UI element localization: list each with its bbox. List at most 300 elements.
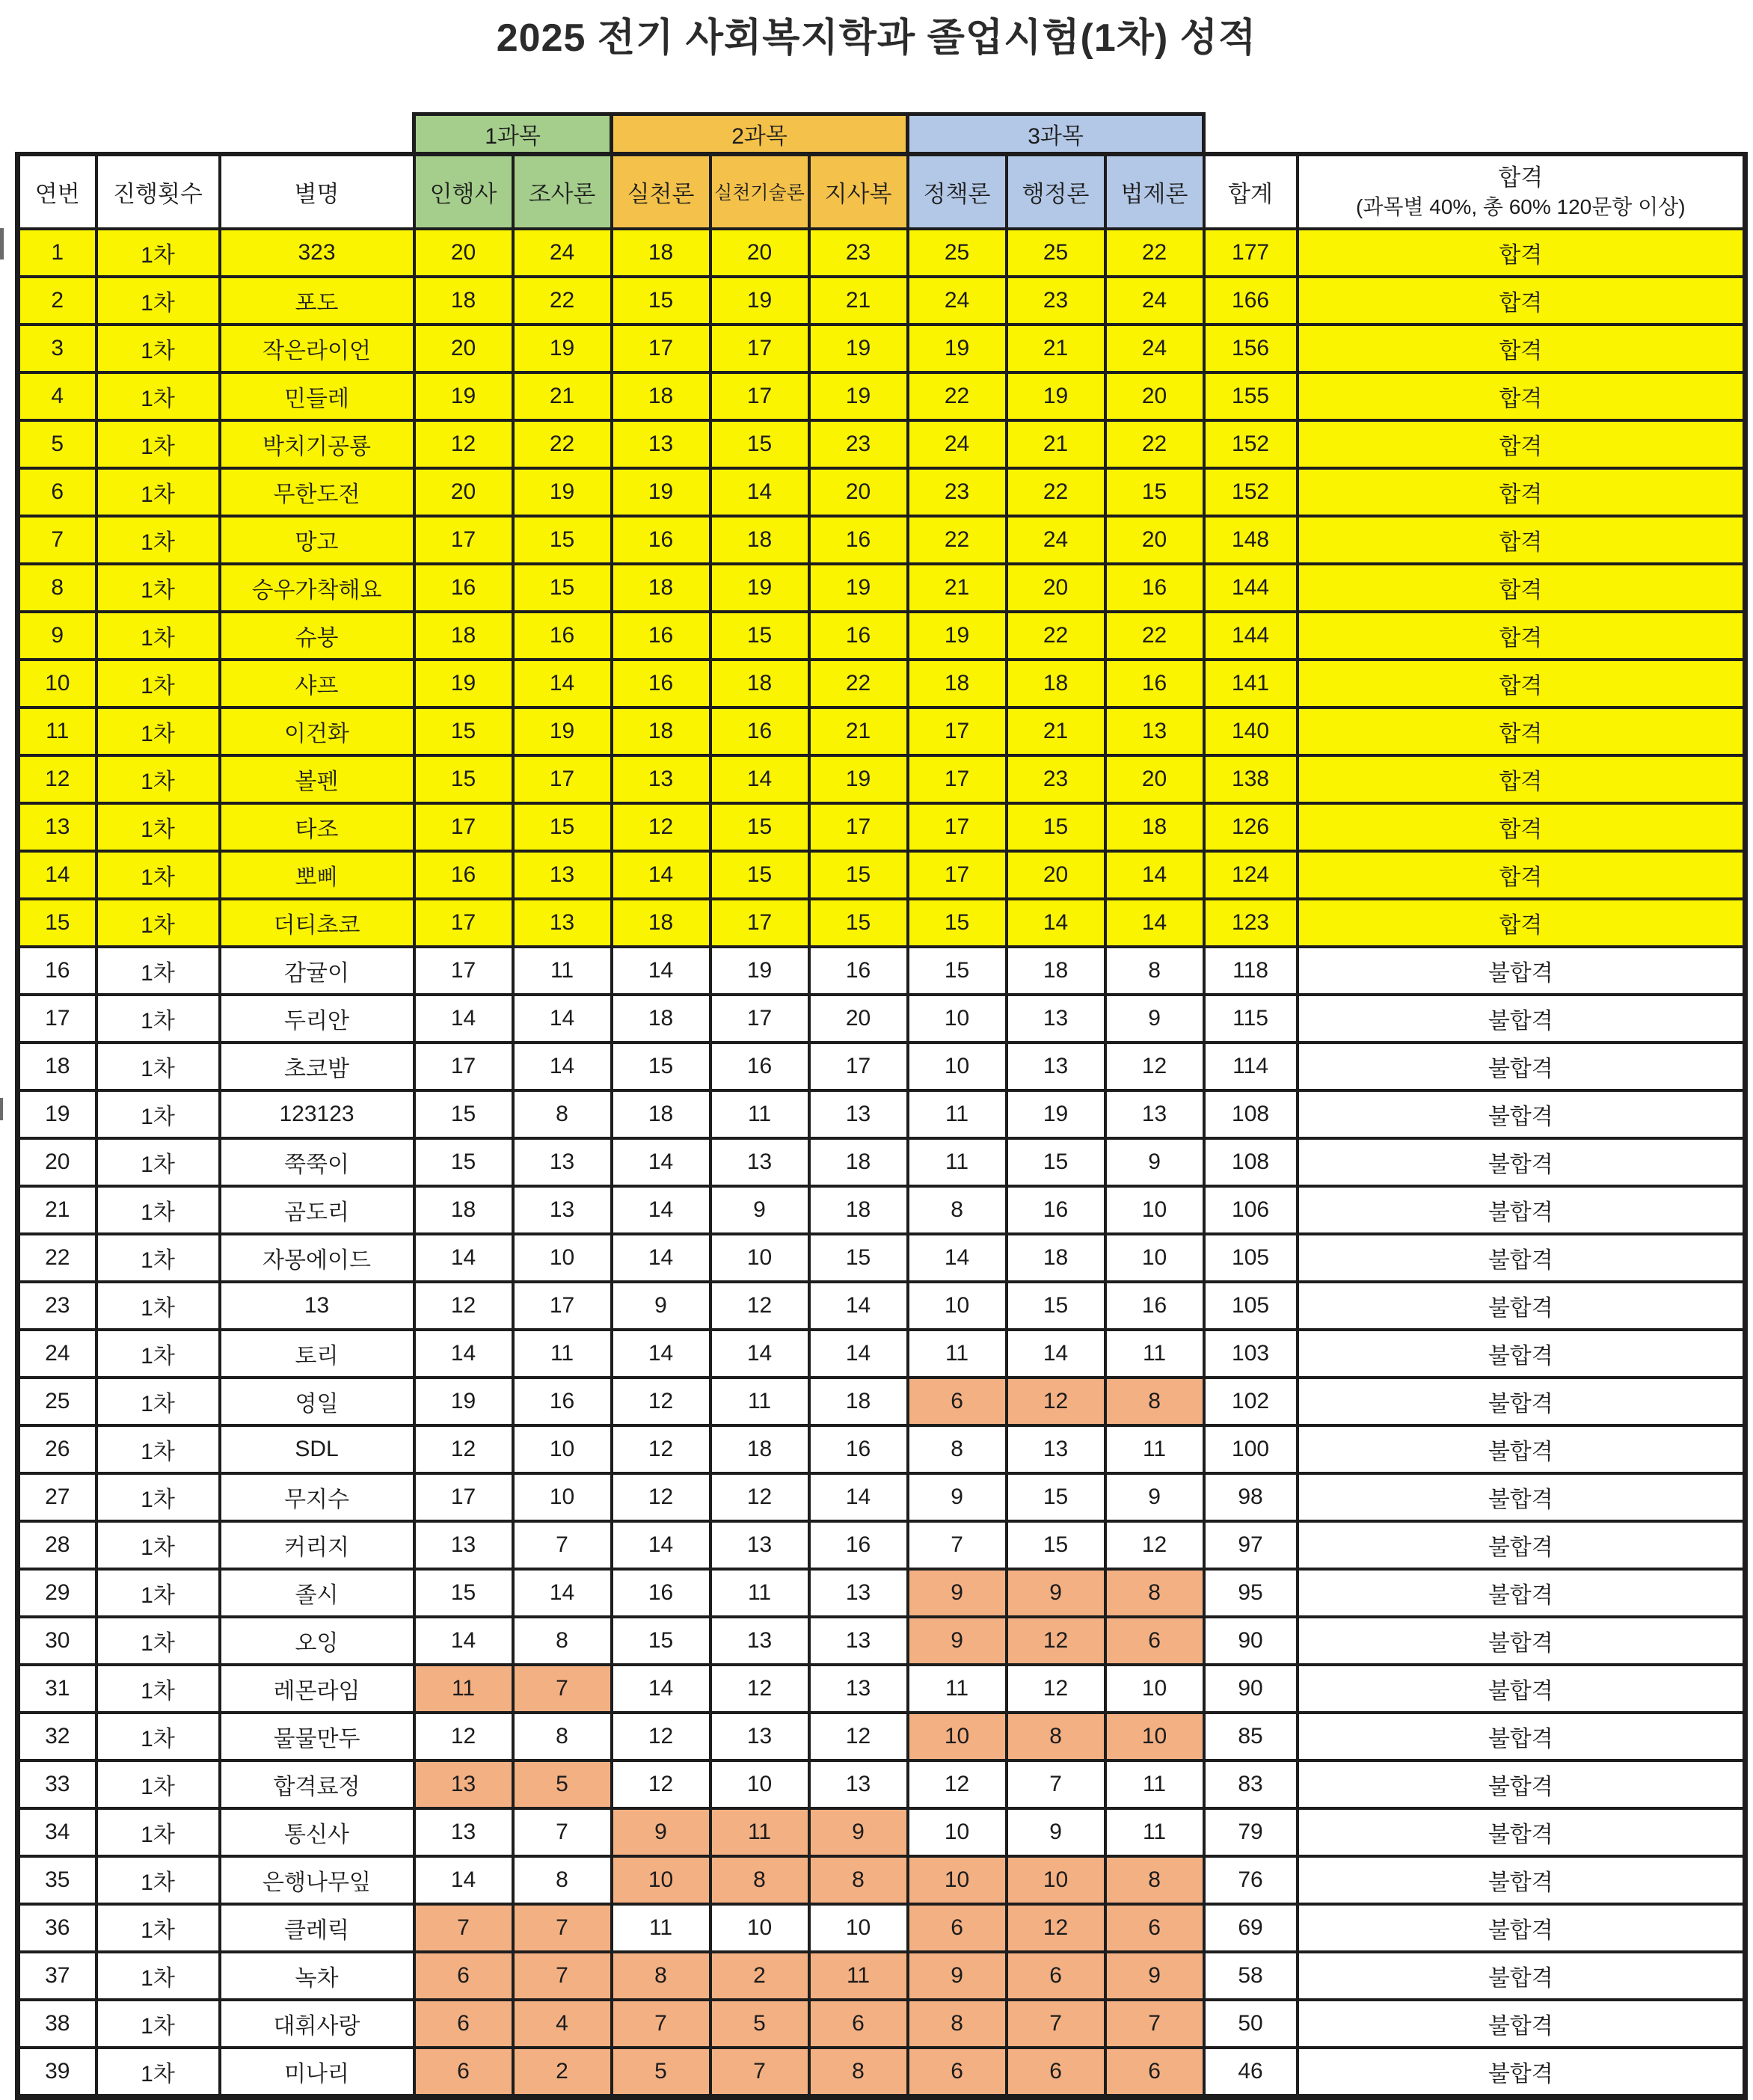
nickname-cell: 미나리 <box>220 2048 414 2097</box>
score-cell: 18 <box>710 516 809 564</box>
total-cell: 98 <box>1204 1473 1298 1521</box>
table-row <box>18 372 1746 420</box>
serial-cell: 8 <box>18 564 96 612</box>
score-cell: 6 <box>1007 1952 1105 2000</box>
result-cell: 불합격 <box>1298 1043 1746 1090</box>
nickname-cell: 합격료정 <box>220 1760 414 1808</box>
score-cell: 17 <box>809 1043 908 1090</box>
table-row <box>18 1665 1746 1713</box>
score-cell: 18 <box>1007 1234 1105 1282</box>
score-cell: 17 <box>710 325 809 372</box>
attempt-cell: 1차 <box>96 947 220 995</box>
attempt-cell: 1차 <box>96 1856 220 1904</box>
table-row <box>18 1713 1746 1760</box>
score-cell: 6 <box>908 2048 1007 2097</box>
score-cell: 16 <box>513 612 612 660</box>
table-row <box>18 1234 1746 1282</box>
serial-cell: 30 <box>18 1617 96 1665</box>
attempt-cell: 1차 <box>96 1569 220 1617</box>
score-cell: 20 <box>809 995 908 1043</box>
score-cell: 7 <box>612 2000 710 2048</box>
score-cell: 17 <box>710 995 809 1043</box>
nickname-cell: 작은라이언 <box>220 325 414 372</box>
nickname-cell: 졸시 <box>220 1569 414 1617</box>
table-row <box>18 1473 1746 1521</box>
nickname-cell: 망고 <box>220 516 414 564</box>
score-cell: 17 <box>414 1473 513 1521</box>
nickname-cell: 샤프 <box>220 660 414 707</box>
score-cell: 16 <box>513 1378 612 1425</box>
serial-cell: 34 <box>18 1808 96 1856</box>
table-row <box>18 1856 1746 1904</box>
attempt-cell: 1차 <box>96 1713 220 1760</box>
score-cell: 16 <box>1105 564 1204 612</box>
score-cell: 20 <box>414 229 513 277</box>
group-spacer <box>1204 114 1746 154</box>
score-cell: 19 <box>908 325 1007 372</box>
score-cell: 10 <box>1007 1856 1105 1904</box>
total-cell: 100 <box>1204 1425 1298 1473</box>
result-cell: 불합격 <box>1298 1617 1746 1665</box>
score-cell: 19 <box>414 660 513 707</box>
score-cell: 12 <box>1105 1521 1204 1569</box>
score-cell: 12 <box>1007 1378 1105 1425</box>
score-cell: 24 <box>1105 277 1204 325</box>
total-cell: 106 <box>1204 1186 1298 1234</box>
score-cell: 18 <box>414 612 513 660</box>
table-row <box>18 1569 1746 1617</box>
table-row <box>18 1138 1746 1186</box>
total-cell: 114 <box>1204 1043 1298 1090</box>
score-cell: 23 <box>908 468 1007 516</box>
score-cell: 12 <box>710 1282 809 1330</box>
score-cell: 15 <box>1007 1473 1105 1521</box>
nickname-cell: 323 <box>220 229 414 277</box>
total-cell: 152 <box>1204 420 1298 468</box>
score-cell: 14 <box>414 1234 513 1282</box>
total-cell: 69 <box>1204 1904 1298 1952</box>
total-cell: 118 <box>1204 947 1298 995</box>
score-cell: 14 <box>710 468 809 516</box>
total-cell: 177 <box>1204 229 1298 277</box>
result-cell: 불합격 <box>1298 1904 1746 1952</box>
serial-cell: 7 <box>18 516 96 564</box>
score-cell: 21 <box>1007 420 1105 468</box>
score-cell: 15 <box>414 1569 513 1617</box>
score-cell: 7 <box>513 1952 612 2000</box>
score-cell: 11 <box>612 1904 710 1952</box>
result-header-note: (과목별 40%, 총 60% 120문항 이상) <box>1356 194 1686 218</box>
score-cell: 17 <box>908 803 1007 851</box>
total-cell: 85 <box>1204 1713 1298 1760</box>
score-cell: 18 <box>414 277 513 325</box>
score-cell: 12 <box>414 1713 513 1760</box>
score-cell: 9 <box>1105 1138 1204 1186</box>
total-cell: 144 <box>1204 564 1298 612</box>
score-cell: 16 <box>809 516 908 564</box>
total-cell: 156 <box>1204 325 1298 372</box>
score-cell: 15 <box>612 1617 710 1665</box>
score-cell: 9 <box>908 1473 1007 1521</box>
score-cell: 23 <box>809 420 908 468</box>
score-cell: 9 <box>809 1808 908 1856</box>
attempt-cell: 1차 <box>96 564 220 612</box>
score-cell: 15 <box>1007 1138 1105 1186</box>
score-cell: 8 <box>908 1425 1007 1473</box>
table-row <box>18 1617 1746 1665</box>
attempt-cell: 1차 <box>96 1330 220 1378</box>
score-cell: 11 <box>1105 1425 1204 1473</box>
result-cell: 합격 <box>1298 707 1746 755</box>
score-cell: 24 <box>908 277 1007 325</box>
table-row <box>18 229 1746 277</box>
score-cell: 7 <box>1105 2000 1204 2048</box>
table-row <box>18 277 1746 325</box>
score-cell: 20 <box>1105 755 1204 803</box>
attempt-cell: 1차 <box>96 1808 220 1856</box>
result-cell: 불합격 <box>1298 1808 1746 1856</box>
result-cell: 합격 <box>1298 516 1746 564</box>
score-cell: 13 <box>710 1138 809 1186</box>
nickname-cell: 무한도전 <box>220 468 414 516</box>
column-header: 실천기술론 <box>710 154 809 229</box>
score-cell: 13 <box>513 899 612 947</box>
score-cell: 7 <box>710 2048 809 2097</box>
score-cell: 15 <box>513 803 612 851</box>
score-cell: 14 <box>513 660 612 707</box>
score-cell: 8 <box>513 1090 612 1138</box>
score-cell: 18 <box>1007 947 1105 995</box>
score-cell: 15 <box>414 755 513 803</box>
score-cell: 9 <box>1105 995 1204 1043</box>
table-row <box>18 564 1746 612</box>
score-cell: 18 <box>710 1425 809 1473</box>
attempt-cell: 1차 <box>96 325 220 372</box>
result-cell: 불합격 <box>1298 2048 1746 2097</box>
score-cell: 20 <box>1007 851 1105 899</box>
score-cell: 4 <box>513 2000 612 2048</box>
score-cell: 25 <box>1007 229 1105 277</box>
total-cell: 115 <box>1204 995 1298 1043</box>
score-cell: 10 <box>908 1808 1007 1856</box>
score-cell: 11 <box>1105 1808 1204 1856</box>
table-row <box>18 2048 1746 2097</box>
result-cell: 불합격 <box>1298 1425 1746 1473</box>
score-cell: 18 <box>1007 660 1105 707</box>
score-cell: 8 <box>513 1617 612 1665</box>
nickname-cell: 물물만두 <box>220 1713 414 1760</box>
score-cell: 8 <box>1105 1856 1204 1904</box>
score-cell: 14 <box>1007 899 1105 947</box>
result-cell: 합격 <box>1298 277 1746 325</box>
result-cell: 합격 <box>1298 755 1746 803</box>
score-cell: 13 <box>612 755 710 803</box>
total-cell: 148 <box>1204 516 1298 564</box>
serial-cell: 27 <box>18 1473 96 1521</box>
total-cell: 138 <box>1204 755 1298 803</box>
result-cell: 합격 <box>1298 851 1746 899</box>
score-cell: 10 <box>513 1473 612 1521</box>
total-cell: 58 <box>1204 1952 1298 2000</box>
score-cell: 15 <box>809 1234 908 1282</box>
serial-cell: 21 <box>18 1186 96 1234</box>
table-row <box>18 1760 1746 1808</box>
score-cell: 6 <box>809 2000 908 2048</box>
serial-cell: 19 <box>18 1090 96 1138</box>
score-cell: 15 <box>809 899 908 947</box>
result-cell: 합격 <box>1298 229 1746 277</box>
score-cell: 15 <box>1105 468 1204 516</box>
score-cell: 13 <box>710 1713 809 1760</box>
score-cell: 18 <box>612 899 710 947</box>
total-cell: 95 <box>1204 1569 1298 1617</box>
score-cell: 24 <box>513 229 612 277</box>
nickname-cell: 곰도리 <box>220 1186 414 1234</box>
serial-cell: 9 <box>18 612 96 660</box>
attempt-cell: 1차 <box>96 1473 220 1521</box>
score-cell: 20 <box>414 325 513 372</box>
nickname-cell: 토리 <box>220 1330 414 1378</box>
score-cell: 13 <box>414 1760 513 1808</box>
score-cell: 18 <box>809 1378 908 1425</box>
score-cell: 9 <box>1007 1808 1105 1856</box>
table-row <box>18 1808 1746 1856</box>
nickname-cell: 박치기공룡 <box>220 420 414 468</box>
score-cell: 21 <box>908 564 1007 612</box>
nickname-cell: 승우가착해요 <box>220 564 414 612</box>
score-cell: 14 <box>710 755 809 803</box>
score-cell: 16 <box>414 851 513 899</box>
score-cell: 25 <box>908 229 1007 277</box>
result-cell: 불합격 <box>1298 1760 1746 1808</box>
score-cell: 19 <box>513 468 612 516</box>
score-cell: 17 <box>414 1043 513 1090</box>
result-cell: 불합격 <box>1298 947 1746 995</box>
table-row <box>18 1043 1746 1090</box>
total-cell: 144 <box>1204 612 1298 660</box>
score-cell: 15 <box>710 420 809 468</box>
result-cell: 합격 <box>1298 803 1746 851</box>
attempt-cell: 1차 <box>96 851 220 899</box>
score-cell: 15 <box>710 803 809 851</box>
score-cell: 17 <box>710 372 809 420</box>
score-cell: 22 <box>908 516 1007 564</box>
score-cell: 14 <box>612 1186 710 1234</box>
score-cell: 14 <box>809 1473 908 1521</box>
score-cell: 16 <box>809 612 908 660</box>
score-cell: 20 <box>1105 372 1204 420</box>
serial-cell: 11 <box>18 707 96 755</box>
score-cell: 18 <box>908 660 1007 707</box>
score-cell: 20 <box>414 468 513 516</box>
nickname-cell: 레몬라임 <box>220 1665 414 1713</box>
score-cell: 15 <box>513 564 612 612</box>
score-cell: 19 <box>809 372 908 420</box>
serial-cell: 13 <box>18 803 96 851</box>
score-cell: 19 <box>612 468 710 516</box>
nickname-cell: 타조 <box>220 803 414 851</box>
score-cell: 11 <box>1105 1330 1204 1378</box>
score-cell: 8 <box>908 1186 1007 1234</box>
attempt-cell: 1차 <box>96 1090 220 1138</box>
score-cell: 18 <box>612 995 710 1043</box>
score-cell: 14 <box>414 995 513 1043</box>
result-cell: 합격 <box>1298 372 1746 420</box>
score-cell: 10 <box>809 1904 908 1952</box>
score-cell: 19 <box>513 325 612 372</box>
attempt-cell: 1차 <box>96 516 220 564</box>
column-header: 정책론 <box>908 154 1007 229</box>
score-cell: 8 <box>1007 1713 1105 1760</box>
score-cell: 15 <box>414 1090 513 1138</box>
score-cell: 12 <box>414 420 513 468</box>
score-cell: 9 <box>908 1617 1007 1665</box>
score-cell: 14 <box>513 1569 612 1617</box>
score-cell: 6 <box>1105 2048 1204 2097</box>
score-cell: 7 <box>513 1808 612 1856</box>
score-cell: 5 <box>710 2000 809 2048</box>
serial-cell: 16 <box>18 947 96 995</box>
serial-cell: 15 <box>18 899 96 947</box>
subject-group-header: 3과목 <box>908 114 1204 154</box>
serial-cell: 23 <box>18 1282 96 1330</box>
score-cell: 15 <box>414 707 513 755</box>
score-cell: 14 <box>513 995 612 1043</box>
score-cell: 17 <box>908 755 1007 803</box>
attempt-cell: 1차 <box>96 372 220 420</box>
table-row <box>18 2000 1746 2048</box>
score-cell: 20 <box>710 229 809 277</box>
score-cell: 9 <box>612 1282 710 1330</box>
score-cell: 12 <box>612 1378 710 1425</box>
attempt-cell: 1차 <box>96 468 220 516</box>
table-row <box>18 1378 1746 1425</box>
score-cell: 17 <box>414 947 513 995</box>
score-cell: 16 <box>612 516 710 564</box>
score-cell: 5 <box>513 1760 612 1808</box>
score-cell: 17 <box>513 755 612 803</box>
score-cell: 19 <box>809 564 908 612</box>
result-cell: 불합격 <box>1298 1521 1746 1569</box>
score-cell: 10 <box>1105 1234 1204 1282</box>
table-row <box>18 995 1746 1043</box>
score-cell: 20 <box>809 468 908 516</box>
score-cell: 16 <box>1105 1282 1204 1330</box>
score-cell: 10 <box>1105 1713 1204 1760</box>
attempt-cell: 1차 <box>96 277 220 325</box>
score-cell: 17 <box>908 851 1007 899</box>
column-header: 실천론 <box>612 154 710 229</box>
score-cell: 13 <box>414 1521 513 1569</box>
score-cell: 11 <box>908 1330 1007 1378</box>
score-cell: 13 <box>809 1569 908 1617</box>
nickname-cell: 슈붕 <box>220 612 414 660</box>
nickname-cell: 영일 <box>220 1378 414 1425</box>
serial-cell: 22 <box>18 1234 96 1282</box>
score-cell: 6 <box>414 1952 513 2000</box>
score-cell: 14 <box>612 1665 710 1713</box>
score-cell: 13 <box>1105 707 1204 755</box>
score-cell: 11 <box>908 1090 1007 1138</box>
serial-cell: 39 <box>18 2048 96 2097</box>
nickname-cell: 통신사 <box>220 1808 414 1856</box>
page-title: 2025 전기 사회복지학과 졸업시험(1차) 성적 <box>496 16 1257 60</box>
score-cell: 8 <box>513 1713 612 1760</box>
score-cell: 8 <box>710 1856 809 1904</box>
total-cell: 97 <box>1204 1521 1298 1569</box>
score-cell: 14 <box>908 1234 1007 1282</box>
column-header: 연번 <box>18 154 96 229</box>
score-cell: 17 <box>710 899 809 947</box>
score-cell: 14 <box>612 1330 710 1378</box>
score-cell: 14 <box>612 1521 710 1569</box>
score-cell: 14 <box>612 1234 710 1282</box>
serial-cell: 38 <box>18 2000 96 2048</box>
score-cell: 11 <box>809 1952 908 2000</box>
score-cell: 13 <box>1007 1043 1105 1090</box>
score-cell: 13 <box>710 1617 809 1665</box>
total-cell: 50 <box>1204 2000 1298 2048</box>
attempt-cell: 1차 <box>96 660 220 707</box>
serial-cell: 10 <box>18 660 96 707</box>
attempt-cell: 1차 <box>96 1378 220 1425</box>
score-cell: 6 <box>908 1378 1007 1425</box>
scan-artifact <box>0 228 4 260</box>
table-row <box>18 325 1746 372</box>
attempt-cell: 1차 <box>96 612 220 660</box>
score-cell: 19 <box>908 612 1007 660</box>
result-cell: 불합격 <box>1298 1282 1746 1330</box>
total-cell: 79 <box>1204 1808 1298 1856</box>
score-cell: 12 <box>809 1713 908 1760</box>
score-cell: 9 <box>612 1808 710 1856</box>
nickname-cell: 오잉 <box>220 1617 414 1665</box>
score-cell: 7 <box>1007 1760 1105 1808</box>
score-cell: 13 <box>809 1090 908 1138</box>
score-cell: 11 <box>710 1090 809 1138</box>
nickname-cell: 이건화 <box>220 707 414 755</box>
score-cell: 19 <box>710 947 809 995</box>
score-cell: 14 <box>513 1043 612 1090</box>
score-cell: 10 <box>908 995 1007 1043</box>
score-cell: 7 <box>414 1904 513 1952</box>
score-cell: 22 <box>1105 612 1204 660</box>
table-row <box>18 468 1746 516</box>
serial-cell: 17 <box>18 995 96 1043</box>
score-cell: 10 <box>908 1282 1007 1330</box>
score-cell: 22 <box>513 420 612 468</box>
result-cell: 불합격 <box>1298 1569 1746 1617</box>
score-cell: 19 <box>809 325 908 372</box>
total-cell: 140 <box>1204 707 1298 755</box>
result-cell: 불합격 <box>1298 1186 1746 1234</box>
total-cell: 166 <box>1204 277 1298 325</box>
score-cell: 11 <box>513 1330 612 1378</box>
score-cell: 19 <box>809 755 908 803</box>
score-cell: 6 <box>1007 2048 1105 2097</box>
score-cell: 15 <box>612 1043 710 1090</box>
score-cell: 19 <box>710 564 809 612</box>
nickname-cell: 포도 <box>220 277 414 325</box>
score-cell: 19 <box>1007 1090 1105 1138</box>
attempt-cell: 1차 <box>96 1234 220 1282</box>
total-cell: 123 <box>1204 899 1298 947</box>
score-cell: 14 <box>1105 899 1204 947</box>
table-row <box>18 1425 1746 1473</box>
score-rows <box>18 229 1746 2097</box>
score-cell: 18 <box>710 660 809 707</box>
score-cell: 18 <box>1105 803 1204 851</box>
